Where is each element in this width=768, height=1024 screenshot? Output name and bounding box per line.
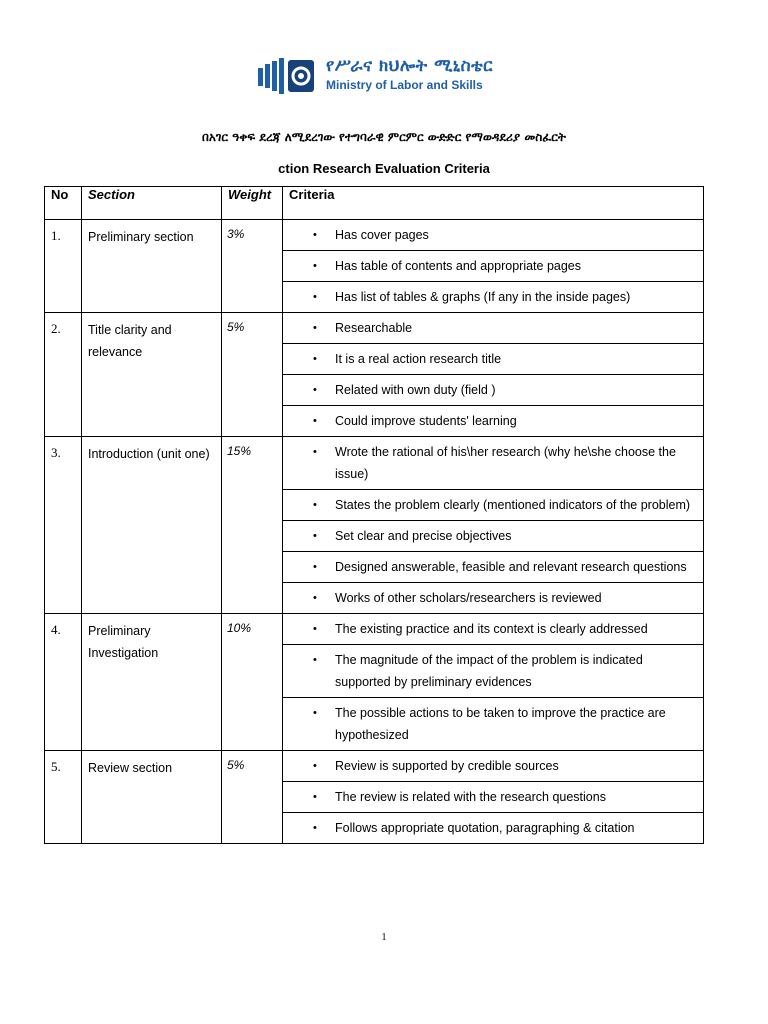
row-number: 5. xyxy=(45,751,82,844)
header-weight: Weight xyxy=(222,187,283,220)
table-body xyxy=(45,220,704,844)
section-weight: 5% xyxy=(222,313,283,437)
section-weight: 15% xyxy=(222,437,283,614)
section-name: Review section xyxy=(82,751,222,844)
criteria-item xyxy=(283,583,704,614)
criteria-text: The review is related with the research questions xyxy=(335,790,606,804)
criteria-text: Has list of tables & graphs (If any in the inside pages) xyxy=(335,290,631,304)
criteria-item xyxy=(283,614,704,645)
table-header-row xyxy=(45,187,704,220)
criteria-text: The existing practice and its context is clearly addressed xyxy=(335,622,648,636)
criteria-text: States the problem clearly (mentioned indicators of the problem) xyxy=(335,498,691,512)
criteria-item xyxy=(283,282,704,313)
amharic-title: በአገር ዓቀፍ ደረጃ ለሚደረገው የተግባራዊ ምርምር ውድድር የማወዳደሪያ መስፈርት xyxy=(201,130,567,144)
criteria-text: Could improve students' learning xyxy=(335,414,517,428)
criteria-text: Works of other scholars/researchers is reviewed xyxy=(335,591,602,605)
bullet-icon: • xyxy=(313,592,317,604)
criteria-item xyxy=(283,251,704,282)
criteria-item xyxy=(283,813,704,844)
table-row xyxy=(45,751,704,782)
criteria-text: Has table of contents and appropriate pages xyxy=(335,259,582,273)
bullet-icon: • xyxy=(313,229,317,241)
bullet-icon: • xyxy=(313,822,317,834)
criteria-item xyxy=(283,437,704,490)
logo-english-text: Ministry of Labor and Skills xyxy=(326,78,483,92)
bullet-icon: • xyxy=(313,530,317,542)
bullet-icon: • xyxy=(313,260,317,272)
section-name: Preliminary section xyxy=(82,220,222,313)
criteria-text: Set clear and precise objectives xyxy=(335,529,512,543)
ministry-logo-icon xyxy=(258,58,318,94)
table-row xyxy=(45,313,704,344)
bullet-icon: • xyxy=(313,707,317,719)
bullet-icon: • xyxy=(313,561,317,573)
criteria-item xyxy=(283,220,704,251)
header-no: No xyxy=(45,187,82,220)
ministry-logo xyxy=(258,56,528,96)
section-weight: 5% xyxy=(222,751,283,844)
bullet-icon: • xyxy=(313,384,317,396)
table-row xyxy=(45,437,704,490)
criteria-text: The possible actions to be taken to improve the practice are hypothesized xyxy=(335,706,666,742)
criteria-text: Designed answerable, feasible and relevant research questions xyxy=(335,560,687,574)
bullet-icon: • xyxy=(313,791,317,803)
criteria-text: Researchable xyxy=(335,321,413,335)
page-number: 1 xyxy=(381,932,387,943)
section-name: Introduction (unit one) xyxy=(82,437,222,614)
criteria-text: The magnitude of the impact of the problem is indicated supported by preliminary evidences xyxy=(335,653,643,689)
row-number: 3. xyxy=(45,437,82,614)
bullet-icon: • xyxy=(313,291,317,303)
bullet-icon: • xyxy=(313,415,317,427)
criteria-text: It is a real action research title xyxy=(335,352,502,366)
section-weight: 10% xyxy=(222,614,283,751)
bullet-icon: • xyxy=(313,446,317,458)
bullet-icon: • xyxy=(313,353,317,365)
table-row xyxy=(45,614,704,645)
criteria-item xyxy=(283,698,704,751)
row-number: 2. xyxy=(45,313,82,437)
row-number: 4. xyxy=(45,614,82,751)
criteria-item xyxy=(283,645,704,698)
bullet-icon: • xyxy=(313,499,317,511)
header-section: Section xyxy=(82,187,222,220)
criteria-text: Has cover pages xyxy=(335,228,429,242)
section-name: Preliminary Investigation xyxy=(82,614,222,751)
criteria-text: Follows appropriate quotation, paragraphing & citation xyxy=(335,821,635,835)
bullet-icon: • xyxy=(313,760,317,772)
criteria-item xyxy=(283,490,704,521)
section-name: Title clarity and relevance xyxy=(82,313,222,437)
criteria-item xyxy=(283,406,704,437)
criteria-item xyxy=(283,751,704,782)
bullet-icon: • xyxy=(313,654,317,666)
header-criteria: Criteria xyxy=(283,187,704,220)
criteria-item xyxy=(283,375,704,406)
criteria-item xyxy=(283,344,704,375)
evaluation-criteria-table xyxy=(44,186,704,844)
criteria-item xyxy=(283,782,704,813)
row-number: 1. xyxy=(45,220,82,313)
criteria-text: Review is supported by credible sources xyxy=(335,759,559,773)
criteria-item xyxy=(283,521,704,552)
table-row xyxy=(45,220,704,251)
criteria-item xyxy=(283,552,704,583)
section-weight: 3% xyxy=(222,220,283,313)
criteria-text: Related with own duty (field ) xyxy=(335,383,496,397)
criteria-text: Wrote the rational of his\her research (why he\she choose the issue) xyxy=(335,445,676,481)
bullet-icon: • xyxy=(313,623,317,635)
bullet-icon: • xyxy=(313,322,317,334)
document-title: ction Research Evaluation Criteria xyxy=(278,161,490,176)
logo-amharic-text: የሥራና ክህሎት ሚኒስቴር xyxy=(326,56,493,76)
criteria-item xyxy=(283,313,704,344)
